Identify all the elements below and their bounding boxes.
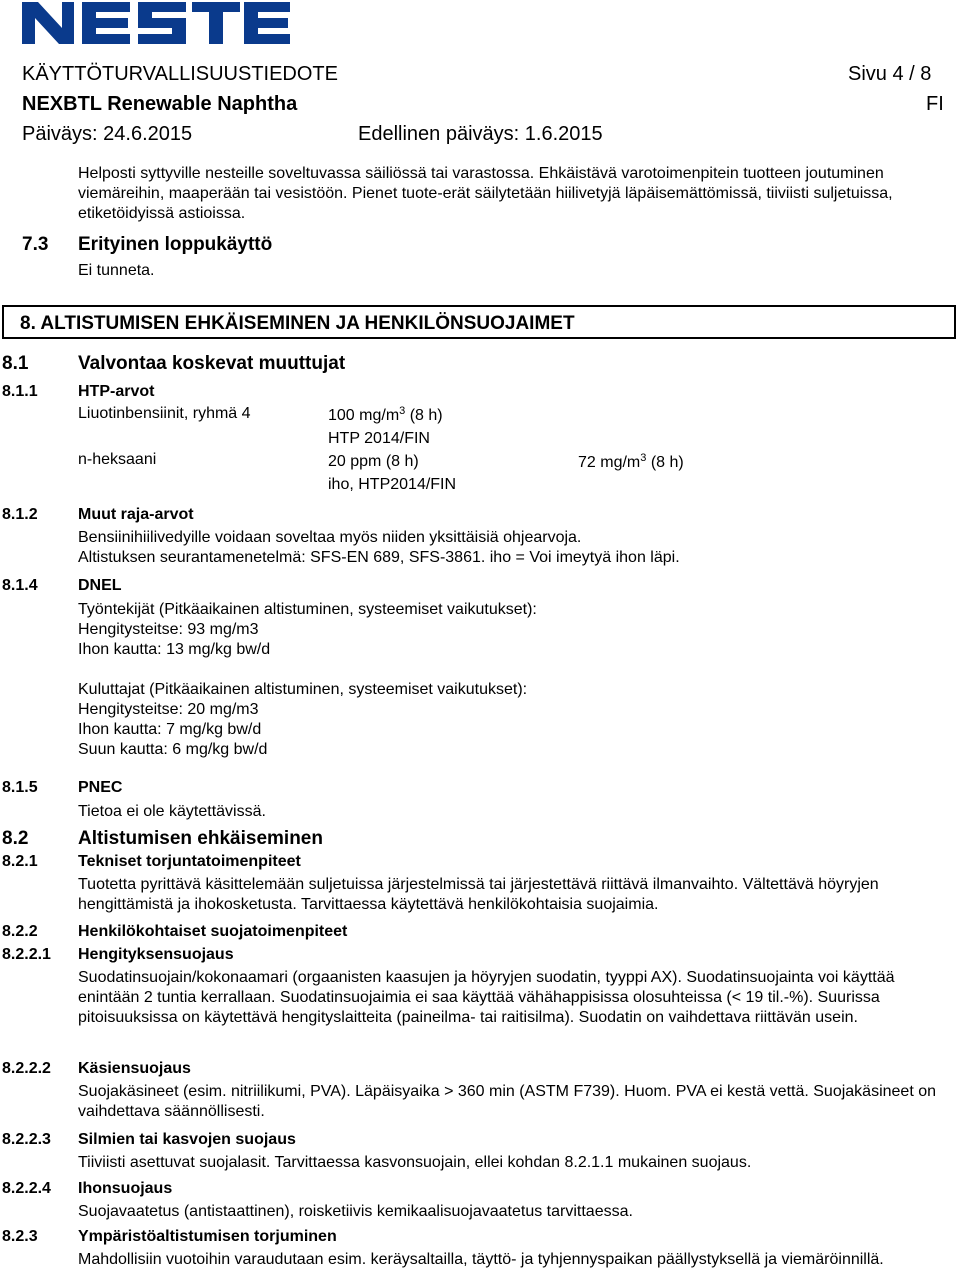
- htp-row-name: Liuotinbensiinit, ryhmä 4: [78, 405, 251, 422]
- section-8-2-2-1-text: Suodatinsuojain/kokonaamari (orgaanisten kaasujen ja höyryjen suodatin, tyyppi AX). Suodatinsuojainta voi käyttää enintään 2 tuntia kerrallaan. Suodatinsuojaimia ei saa käyttää vähähappisissa olosuhteissa (< 19 til.-%). Suurissa pitoisuuksissa on käytettävä hengityslaitteita (paineilma- tai raitisilma). Suodatin on vaihdettava riittävän usein.: [78, 969, 895, 1026]
- section-8-2-2-title: Henkilökohtaiset suojatoimenpiteet: [78, 923, 348, 940]
- section-8-1-5-number: 8.1.5: [2, 779, 38, 796]
- previous-date: Edellinen päiväys: 1.6.2015: [358, 123, 603, 145]
- section-8-1-title: Valvontaa koskevat muuttujat: [78, 353, 346, 374]
- section-8-1-5-text: Tietoa ei ole käytettävissä.: [78, 803, 266, 820]
- section-8-1-5-title: PNEC: [78, 779, 123, 796]
- section-8-heading-box: [2, 305, 956, 339]
- issue-date: Päiväys: 24.6.2015: [22, 123, 193, 145]
- section-8-1-1-number: 8.1.1: [2, 383, 38, 400]
- section-8-1-4-number: 8.1.4: [2, 577, 38, 594]
- dnel-consumers-line: Kuluttajat (Pitkäaikainen altistuminen, systeemiset vaikutukset):: [78, 681, 528, 698]
- htp-row-source: iho, HTP2014/FIN: [328, 476, 457, 493]
- section-8-1-number: 8.1: [2, 353, 29, 374]
- section-8-2-1-number: 8.2.1: [2, 853, 38, 870]
- section-8-1-2-number: 8.1.2: [2, 506, 38, 523]
- dnel-workers-line: Ihon kautta: 13 mg/kg bw/d: [78, 641, 271, 658]
- section-8-1-4-title: DNEL: [78, 577, 122, 594]
- neste-logo: [22, 2, 290, 44]
- section-8-2-2-3-number: 8.2.2.3: [2, 1131, 51, 1148]
- section-8-1-2-line: Altistuksen seurantamenetelmä: SFS-EN 689, SFS-3861. iho = Voi imeytyä ihon läpi.: [78, 549, 680, 566]
- section-7-3-title: Erityinen loppukäyttö: [78, 234, 273, 255]
- section-8-2-1-title: Tekniset torjuntatoimenpiteet: [78, 853, 301, 870]
- section-8-2-2-1-number: 8.2.2.1: [2, 946, 51, 963]
- section-8-2-2-2-text: Suojakäsineet (esim. nitriilikumi, PVA). Läpäisyaika > 360 min (ASTM F739). Huom. PVA ei kestä vettä. Suojakäsineet on vaihdettava säännöllisesti.: [78, 1083, 937, 1120]
- page-number: Sivu 4 / 8: [848, 63, 932, 85]
- section-8-2-title: Altistumisen ehkäiseminen: [78, 828, 323, 849]
- section-8-1-2-line: Bensiinihiilivedyille voidaan soveltaa myös niiden yksittäisiä ohjearvoja.: [78, 529, 582, 546]
- section-8-2-3-title: Ympäristöaltistumisen torjuminen: [78, 1228, 337, 1245]
- dnel-consumers-line: Hengitysteitse: 20 mg/m3: [78, 701, 259, 718]
- dnel-workers-line: Työntekijät (Pitkäaikainen altistuminen, systeemiset vaikutukset):: [78, 601, 537, 618]
- section-8-2-2-4-number: 8.2.2.4: [2, 1180, 51, 1197]
- product-name: NEXBTL Renewable Naphtha: [22, 93, 298, 115]
- section-8-title: 8. ALTISTUMISEN EHKÄISEMINEN JA HENKILÖNSUOJAIMET: [20, 313, 575, 334]
- section-8-2-2-number: 8.2.2: [2, 923, 38, 940]
- htp-row-name: n-heksaani: [78, 451, 157, 468]
- language-code: FI: [926, 93, 944, 115]
- section-7-3-number: 7.3: [22, 234, 49, 255]
- htp-row-value: 20 ppm (8 h): [328, 453, 419, 470]
- section-8-2-2-3-title: Silmien tai kasvojen suojaus: [78, 1131, 296, 1148]
- section-8-2-3-number: 8.2.3: [2, 1228, 38, 1245]
- document-type: KÄYTTÖTURVALLISUUSTIEDOTE: [22, 63, 338, 85]
- section-8-2-2-3-text: Tiiviisti asettuvat suojalasit. Tarvittaessa kasvonsuojain, ellei kohdan 8.2.1.1 mukainen suojaus.: [78, 1154, 752, 1171]
- section-8-2-number: 8.2: [2, 828, 29, 849]
- section-8-2-2-1-title: Hengityksensuojaus: [78, 946, 234, 963]
- dnel-consumers-line: Suun kautta: 6 mg/kg bw/d: [78, 741, 268, 758]
- section-8-2-1-text: Tuotetta pyrittävä käsittelemään suljetuissa järjestelmissä tai järjestettävä riittävä ilmanvaihto. Vältettävä höyryjen hengittämistä ja ihokosketusta. Tarvittaessa käytettävä henkilökohtaisia suojaimia.: [78, 876, 879, 913]
- section-8-1-1-title: HTP-arvot: [78, 383, 155, 400]
- section-8-2-2-2-number: 8.2.2.2: [2, 1060, 51, 1077]
- htp-row-source: HTP 2014/FIN: [328, 430, 430, 447]
- section-8-2-2-2-title: Käsiensuojaus: [78, 1060, 191, 1077]
- section-8-1-2-title: Muut raja-arvot: [78, 506, 194, 523]
- section-8-2-2-4-text: Suojavaatetus (antistaattinen), roisketiivis kemikaalisuojavaatetus tarvittaessa.: [78, 1203, 633, 1220]
- section-8-2-2-4-title: Ihonsuojaus: [78, 1180, 173, 1197]
- section-8-2-3-text: Mahdollisiin vuotoihin varaudutaan esim. keräysaltailla, täyttö- ja tyhjennyspaikan päällystyksellä ja viemäröinnillä.: [78, 1251, 884, 1268]
- htp-row-value: 100 $mg/m^3$ (8 h): [328, 405, 443, 424]
- section-7-3-text: Ei tunneta.: [78, 262, 155, 279]
- htp-row-value-2: 72 $mg/m^3$ (8 h): [578, 452, 684, 471]
- dnel-workers-line: Hengitysteitse: 93 mg/m3: [78, 621, 259, 638]
- storage-paragraph: Helposti syttyville nesteille soveltuvassa säiliössä tai varastossa. Ehkäistävä varotoimenpitein tuotteen joutuminen viemäreihin, maaperään tai vesistöön. Pienet tuote-erät säilytetään hiilivetyjä läpäisemättömissä, tiiviisti suljetuissa, etiketöidyissä astioissa.: [78, 165, 893, 222]
- dnel-consumers-line: Ihon kautta: 7 mg/kg bw/d: [78, 721, 262, 738]
